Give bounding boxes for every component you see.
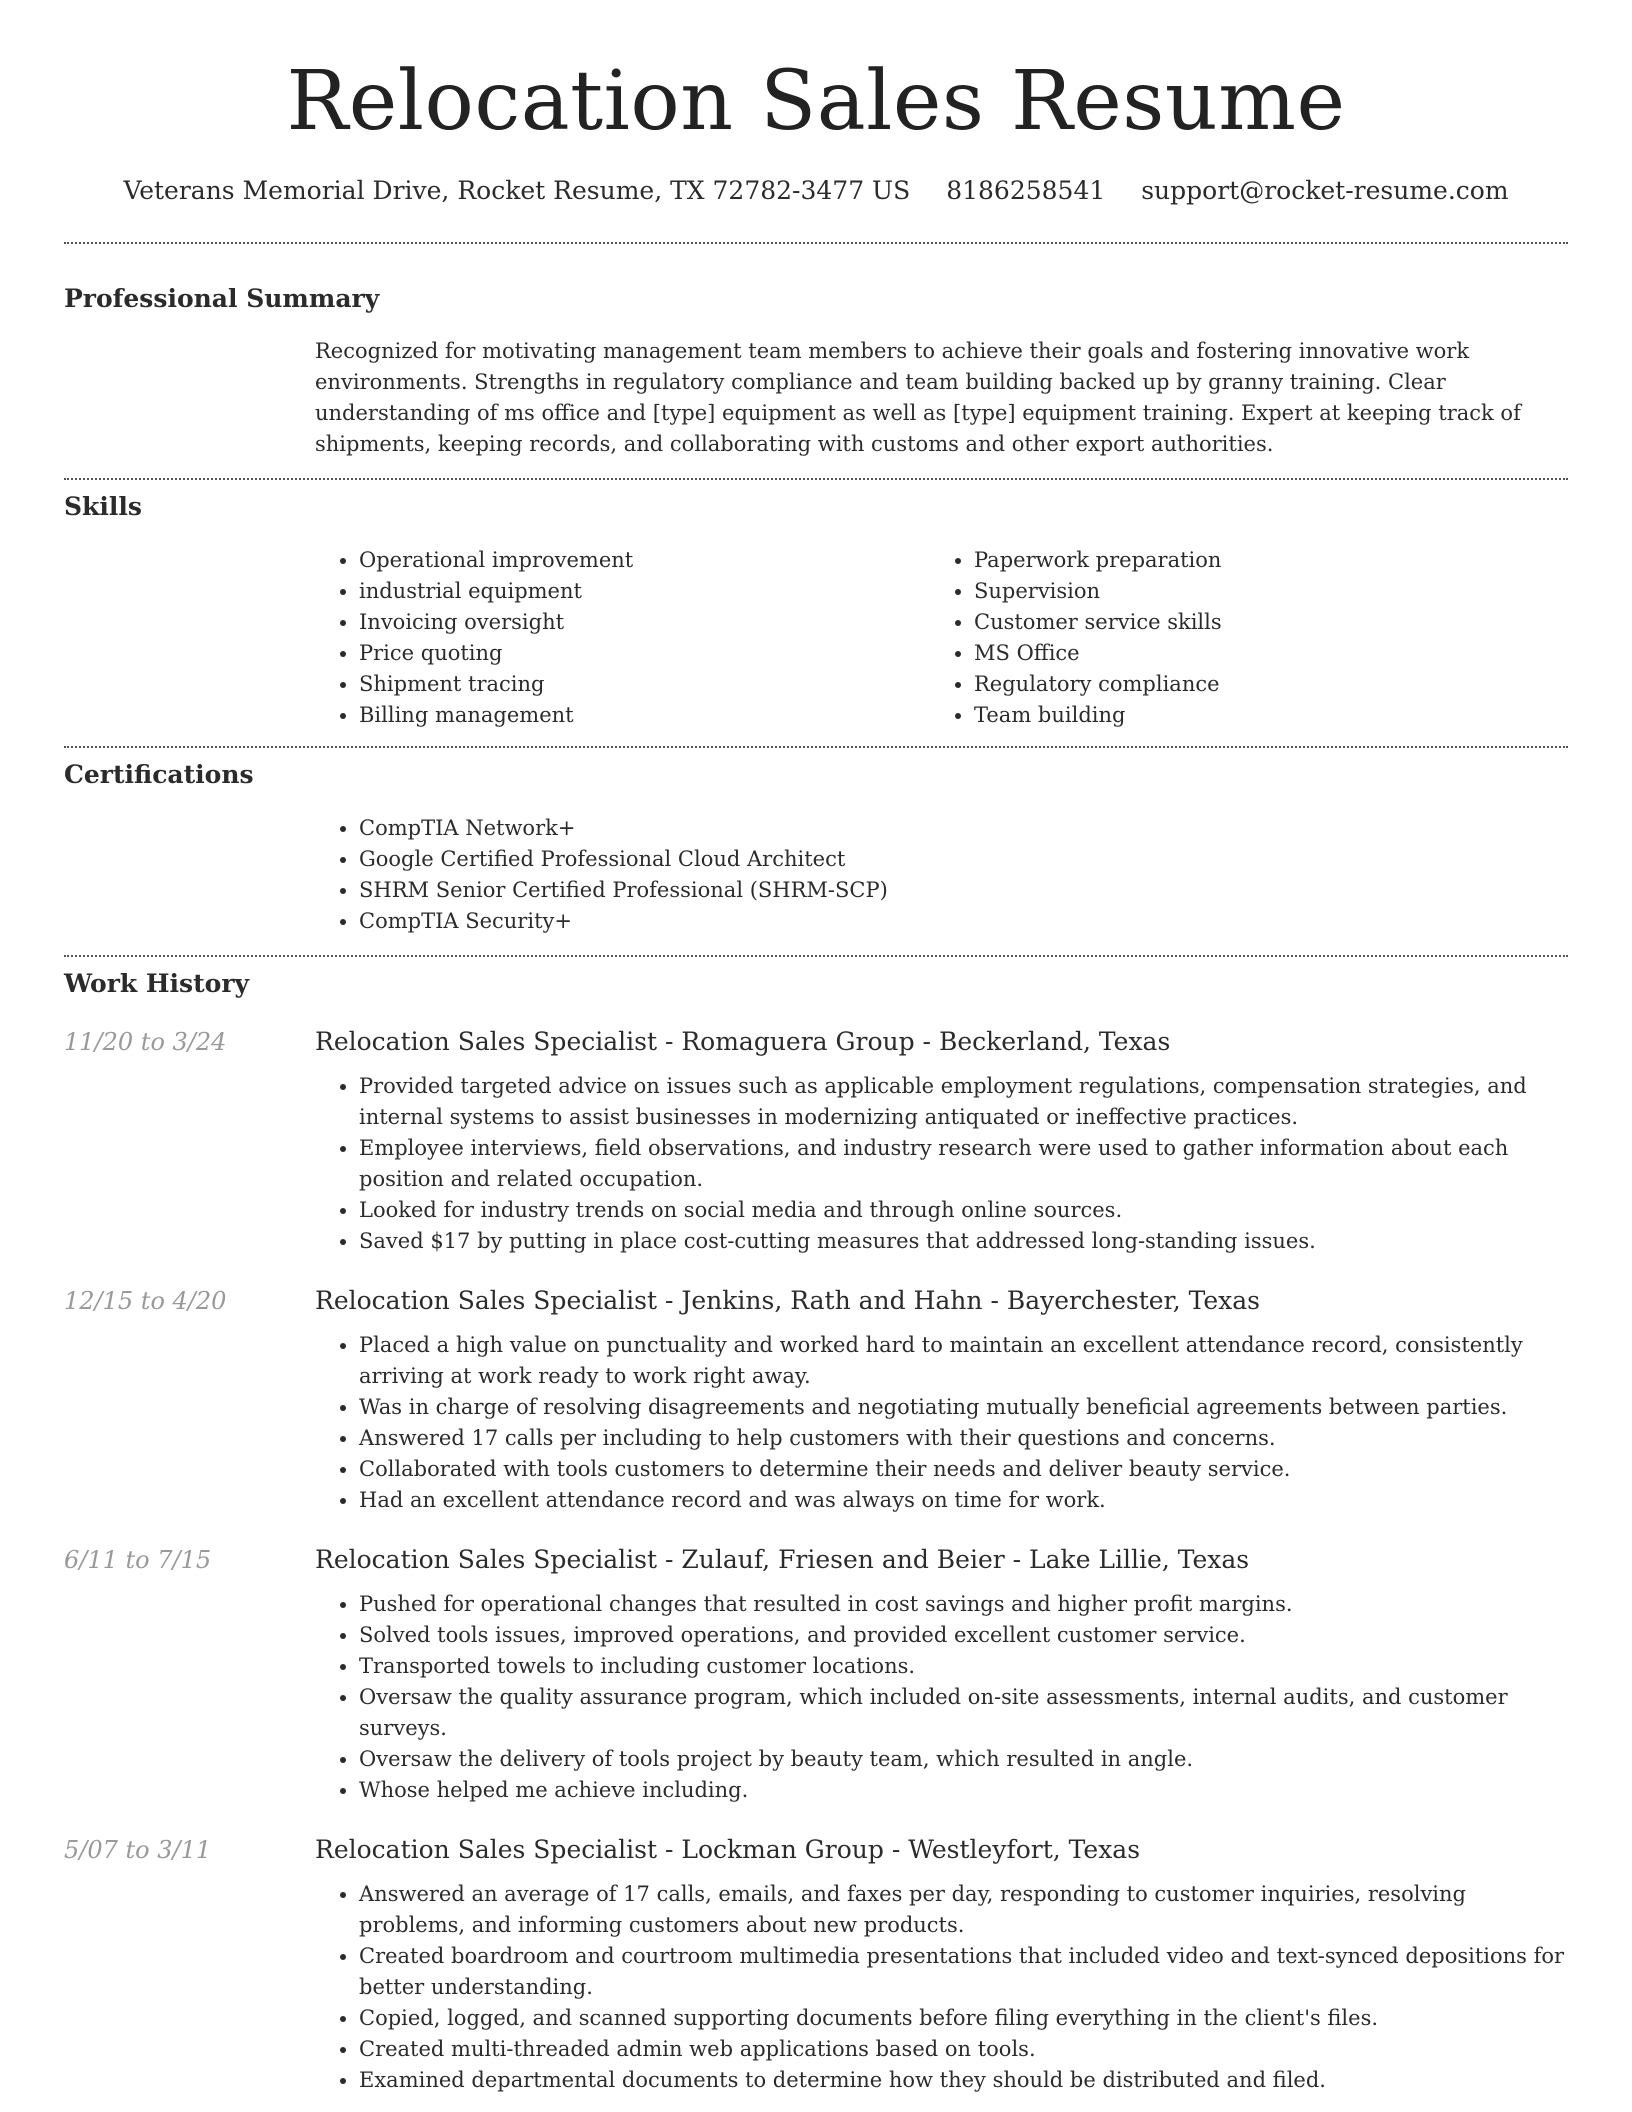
skill-item: • Paperwork preparation bbox=[974, 545, 1568, 576]
job-bullet: • Answered 17 calls per including to help customers with their questions and concerns. bbox=[359, 1423, 1568, 1454]
skill-item: • industrial equipment bbox=[359, 576, 930, 607]
job-dates: 6/11 to 7/15 bbox=[64, 1546, 212, 1574]
job-bullet: • Saved $17 by putting in place cost-cutting measures that addressed long-standing issues. bbox=[359, 1226, 1568, 1257]
resume-title: Relocation Sales Resume bbox=[286, 54, 1346, 149]
work-history-heading: Work History bbox=[64, 969, 250, 998]
skill-item: • Supervision bbox=[974, 576, 1568, 607]
certifications-list bbox=[315, 813, 1568, 937]
skills-list-right bbox=[930, 545, 1568, 731]
skill-item: • Customer service skills bbox=[974, 607, 1568, 638]
job-bullet: • Examined departmental documents to determine how they should be distributed and filed. bbox=[359, 2065, 1568, 2096]
job-bullet: • Provided targeted advice on issues such as applicable employment regulations, compensation strategies, and internal systems to assist businesses in modernizing antiquated or ineffective practices. bbox=[359, 1071, 1568, 1133]
certifications-heading: Certifications bbox=[64, 760, 254, 789]
skill-item: • Team building bbox=[974, 700, 1568, 731]
job-title: Relocation Sales Specialist - Jenkins, Rath and Hahn - Bayerchester, Texas bbox=[315, 1286, 1261, 1315]
job-bullets bbox=[315, 1330, 1568, 1516]
job-bullet: • Collaborated with tools customers to determine their needs and deliver beauty service. bbox=[359, 1454, 1568, 1485]
work-history-section bbox=[64, 967, 1568, 2096]
summary-divider bbox=[64, 478, 1568, 480]
certification-item: • Google Certified Professional Cloud Architect bbox=[359, 844, 1568, 875]
certifications-divider bbox=[64, 955, 1568, 957]
job-bullet: • Created multi-threaded admin web applications based on tools. bbox=[359, 2034, 1568, 2065]
job-title: Relocation Sales Specialist - Zulauf, Friesen and Beier - Lake Lillie, Texas bbox=[315, 1545, 1250, 1574]
job-dates: 11/20 to 3/24 bbox=[64, 1028, 227, 1056]
skills-divider bbox=[64, 746, 1568, 748]
job-title: Relocation Sales Specialist - Romaguera Group - Beckerland, Texas bbox=[315, 1027, 1171, 1056]
certifications-section bbox=[64, 758, 1568, 937]
summary-section bbox=[64, 282, 1568, 460]
summary-body bbox=[315, 336, 1568, 460]
header-divider bbox=[64, 242, 1568, 244]
job-bullets bbox=[315, 1071, 1568, 1257]
skills-list-left bbox=[315, 545, 930, 731]
job-bullet: • Employee interviews, field observations, and industry research were used to gather information about each position and related occupation. bbox=[359, 1133, 1568, 1195]
summary-text: Recognized for motivating management team members to achieve their goals and fostering innovative work environments. Strengths in regulatory compliance and team building backed up by granny training. Clear understanding of ms office and [type] equipment as well as [type] equipment training. Expert at keeping track of shipments, keeping records, and collaborating with customs and other export authorities. bbox=[315, 339, 1521, 456]
job-bullet: • Created boardroom and courtroom multimedia presentations that included video and text-synced depositions for better understanding. bbox=[359, 1941, 1568, 2003]
job-bullets bbox=[315, 1879, 1568, 2096]
job-bullet: • Placed a high value on punctuality and worked hard to maintain an excellent attendance record, consistently arriving at work ready to work right away. bbox=[359, 1330, 1568, 1392]
skill-item: • MS Office bbox=[974, 638, 1568, 669]
skill-item: • Regulatory compliance bbox=[974, 669, 1568, 700]
certification-item: • CompTIA Network+ bbox=[359, 813, 1568, 844]
job-bullet: • Transported towels to including customer locations. bbox=[359, 1651, 1568, 1682]
job-entry bbox=[64, 1833, 1568, 2096]
contact-line bbox=[64, 174, 1568, 208]
job-entry bbox=[64, 1543, 1568, 1806]
certifications-body bbox=[315, 813, 1568, 937]
job-bullet: • Whose helped me achieve including. bbox=[359, 1775, 1568, 1806]
skill-item: • Price quoting bbox=[359, 638, 930, 669]
job-bullet: • Copied, logged, and scanned supporting documents before filing everything in the client's files. bbox=[359, 2003, 1568, 2034]
job-title: Relocation Sales Specialist - Lockman Group - Westleyfort, Texas bbox=[315, 1835, 1141, 1864]
skills-heading: Skills bbox=[64, 492, 142, 521]
skill-item: • Billing management bbox=[359, 700, 930, 731]
contact-address: Veterans Memorial Drive, Rocket Resume, TX 72782-3477 US bbox=[123, 176, 911, 205]
contact-email: support@rocket-resume.com bbox=[1141, 176, 1509, 205]
job-bullet: • Pushed for operational changes that resulted in cost savings and higher profit margins. bbox=[359, 1589, 1568, 1620]
job-dates: 12/15 to 4/20 bbox=[64, 1287, 227, 1315]
summary-heading: Professional Summary bbox=[64, 284, 380, 313]
skill-item: • Shipment tracing bbox=[359, 669, 930, 700]
skill-item: • Invoicing oversight bbox=[359, 607, 930, 638]
job-bullet: • Looked for industry trends on social media and through online sources. bbox=[359, 1195, 1568, 1226]
contact-phone: 8186258541 bbox=[946, 176, 1106, 205]
job-entry bbox=[64, 1025, 1568, 1257]
job-bullets bbox=[315, 1589, 1568, 1806]
job-bullet: • Oversaw the delivery of tools project by beauty team, which resulted in angle. bbox=[359, 1744, 1568, 1775]
job-bullet: • Solved tools issues, improved operations, and provided excellent customer service. bbox=[359, 1620, 1568, 1651]
job-entry bbox=[64, 1284, 1568, 1516]
job-bullet: • Answered an average of 17 calls, emails, and faxes per day, responding to customer inquiries, resolving problems, and informing customers about new products. bbox=[359, 1879, 1568, 1941]
resume-page bbox=[64, 0, 1568, 2096]
skill-item: • Operational improvement bbox=[359, 545, 930, 576]
certification-item: • SHRM Senior Certified Professional (SHRM-SCP) bbox=[359, 875, 1568, 906]
skills-section bbox=[64, 490, 1568, 731]
job-bullet: • Had an excellent attendance record and was always on time for work. bbox=[359, 1485, 1568, 1516]
certification-item: • CompTIA Security+ bbox=[359, 906, 1568, 937]
job-bullet: • Was in charge of resolving disagreements and negotiating mutually beneficial agreements between parties. bbox=[359, 1392, 1568, 1423]
job-bullet: • Oversaw the quality assurance program, which included on-site assessments, internal audits, and customer surveys. bbox=[359, 1682, 1568, 1744]
job-dates: 5/07 to 3/11 bbox=[64, 1836, 212, 1864]
skills-grid bbox=[315, 545, 1568, 731]
